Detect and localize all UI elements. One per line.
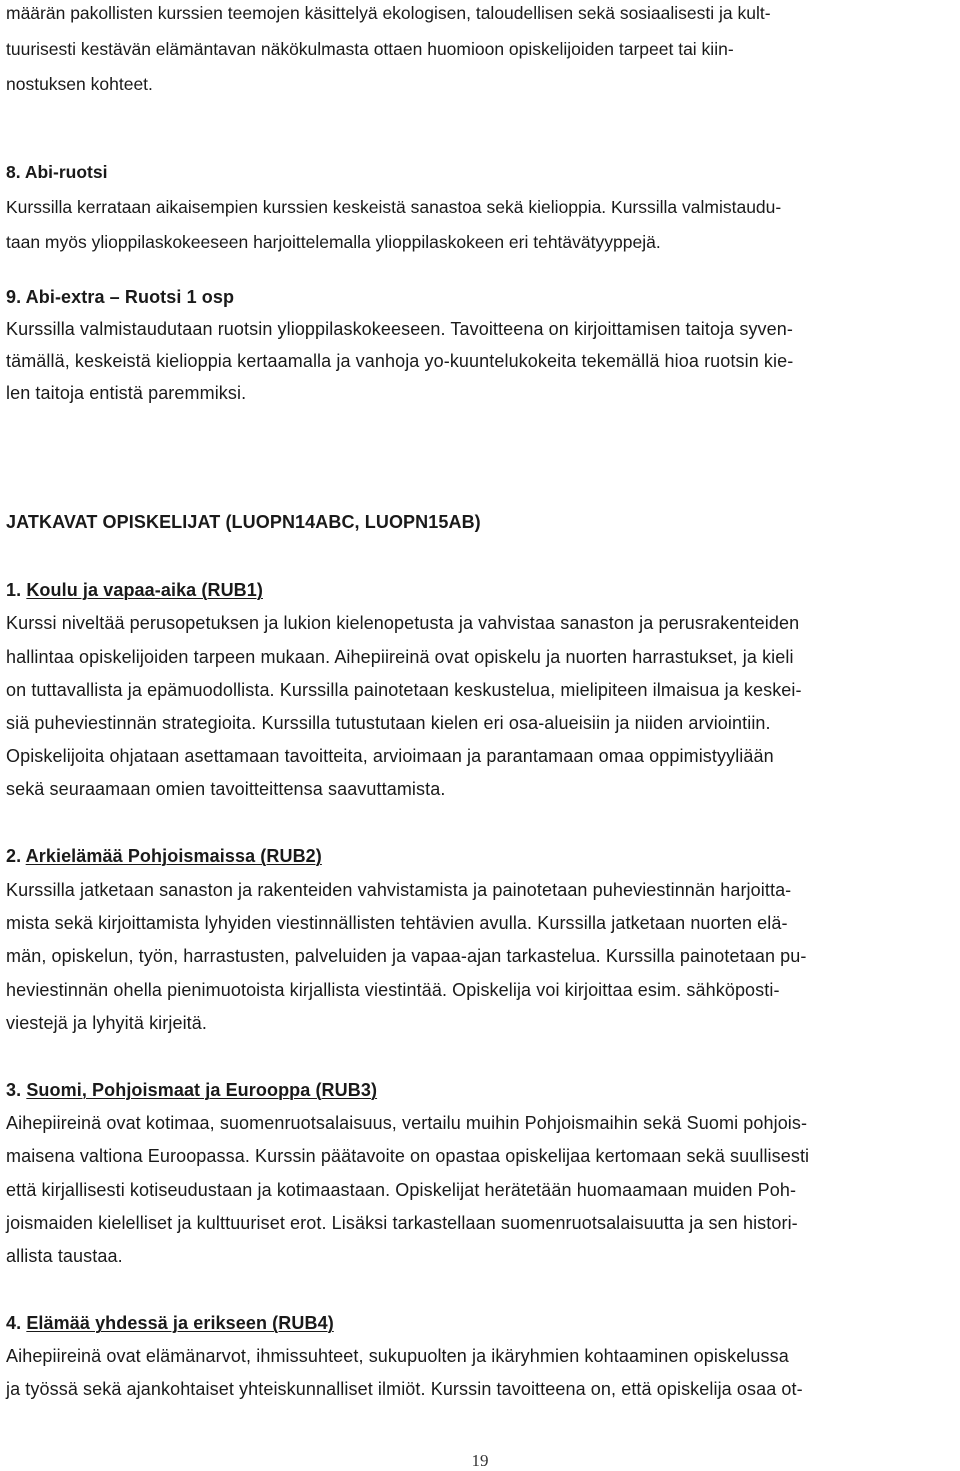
page-number: 19 <box>471 1451 489 1470</box>
course-9-line: Kurssilla valmistaudutaan ruotsin ylioppilaskokeeseen. Tavoitteena on kirjoittamisen taitoja syven- <box>6 319 793 339</box>
course-8-line: Kurssilla kerrataan aikaisempien kurssien keskeistä sanastoa sekä kielioppia. Kurssilla valmistaudu- <box>6 197 782 217</box>
rub2-line: män, opiskelun, työn, harrastusten, palveluiden ja vapaa-ajan tarkastelua. Kurssilla painotetaan pu- <box>6 946 807 966</box>
rub1-heading <box>6 579 263 601</box>
rub4-heading <box>6 1312 334 1334</box>
course-title: Elämää yhdessä ja erikseen (RUB4) <box>26 1313 334 1333</box>
intro-line: määrän pakollisten kurssien teemojen käsittelyä ekologisen, taloudellisen sekä sosiaalisesti ja kult- <box>6 3 771 23</box>
course-title: Arkielämää Pohjoismaissa (RUB2) <box>25 846 322 866</box>
rub1-line: Kurssi niveltää perusopetuksen ja lukion kielenopetusta ja vahvistaa sanaston ja perusrakenteiden <box>6 613 800 633</box>
section-heading: JATKAVAT OPISKELIJAT (LUOPN14ABC, LUOPN15AB) <box>6 512 481 532</box>
course-number: 2. <box>6 846 22 866</box>
intro-line: nostuksen kohteet. <box>6 74 153 94</box>
course-9-line: tämällä, keskeistä kielioppia kertaamalla ja vanhoja yo-kuuntelukokeita tekemällä hioa ruotsin kie- <box>6 351 794 371</box>
rub3-line: Aihepiireinä ovat kotimaa, suomenruotsalaisuus, vertailu muihin Pohjoismaihin sekä Suomi pohjois- <box>6 1113 808 1133</box>
rub2-heading <box>6 845 322 867</box>
rub4-line: Aihepiireinä ovat elämänarvot, ihmissuhteet, sukupuolten ja ikäryhmien kohtaaminen opiskelussa <box>6 1346 789 1366</box>
rub3-line: joismaiden kielelliset ja kulttuuriset erot. Lisäksi tarkastellaan suomenruotsalaisuutta ja sen histori- <box>6 1213 798 1233</box>
rub1-line: hallintaa opiskelijoiden tarpeen mukaan. Aihepiireinä ovat opiskelu ja nuorten harrastukset, ja kieli <box>6 647 794 667</box>
course-number: 1. <box>6 580 22 600</box>
course-number: 4. <box>6 1313 22 1333</box>
rub1-line: siä puheviestinnän strategioita. Kurssilla tutustutaan kielen eri osa-alueisiin ja niiden arviointiin. <box>6 713 771 733</box>
course-title: Koulu ja vapaa-aika (RUB1) <box>26 580 263 600</box>
course-title: Abi-extra – Ruotsi 1 osp <box>25 287 235 307</box>
course-title: Abi-ruotsi <box>24 162 108 182</box>
rub2-line: mista sekä kirjoittamista lyhyiden viestinnällisten tehtävien avulla. Kurssilla jatketaan nuorten elä- <box>6 913 788 933</box>
rub3-heading <box>6 1079 377 1101</box>
course-9-heading <box>6 286 234 308</box>
rub3-line: maisena valtiona Euroopassa. Kurssin päätavoite on opastaa opiskelijaa kertomaan sekä suullisesti <box>6 1146 810 1166</box>
course-9-line: len taitoja entistä paremmiksi. <box>6 383 247 403</box>
course-number: 8. <box>6 162 21 182</box>
course-8-line: taan myös ylioppilaskokeeseen harjoittelemalla ylioppilaskokeen eri tehtävätyyppejä. <box>6 232 661 252</box>
rub3-line: allista taustaa. <box>6 1246 123 1266</box>
course-number: 3. <box>6 1080 22 1100</box>
rub4-line: ja työssä sekä ajankohtaiset yhteiskunnalliset ilmiöt. Kurssin tavoitteena on, että opiskelija osaa ot- <box>6 1379 803 1399</box>
rub2-line: heviestinnän ohella pienimuotoista kirjallista viestintää. Opiskelija voi kirjoittaa esim. sähköposti- <box>6 980 780 1000</box>
course-8-heading <box>6 161 107 183</box>
intro-line: tuurisesti kestävän elämäntavan näkökulmasta ottaen huomioon opiskelijoiden tarpeet tai kiin- <box>6 39 734 59</box>
rub1-line: Opiskelijoita ohjataan asettamaan tavoitteita, arvioimaan ja parantamaan omaa oppimistyyliään <box>6 746 774 766</box>
rub1-line: on tuttavallista ja epämuodollista. Kurssilla painotetaan keskustelua, mielipiteen ilmaisua ja keskei- <box>6 680 802 700</box>
rub1-line: sekä seuraamaan omien tavoitteittensa saavuttamista. <box>6 779 446 799</box>
rub2-line: Kurssilla jatketaan sanaston ja rakenteiden vahvistamista ja painotetaan puheviestinnän harjoitta- <box>6 880 792 900</box>
rub3-line: että kirjallisesti kotiseudustaan ja kotimaastaan. Opiskelijat herätetään huomaamaan muiden Poh- <box>6 1180 797 1200</box>
course-number: 9. <box>6 287 22 307</box>
rub2-line: viestejä ja lyhyitä kirjeitä. <box>6 1013 207 1033</box>
course-title: Suomi, Pohjoismaat ja Eurooppa (RUB3) <box>26 1080 378 1100</box>
